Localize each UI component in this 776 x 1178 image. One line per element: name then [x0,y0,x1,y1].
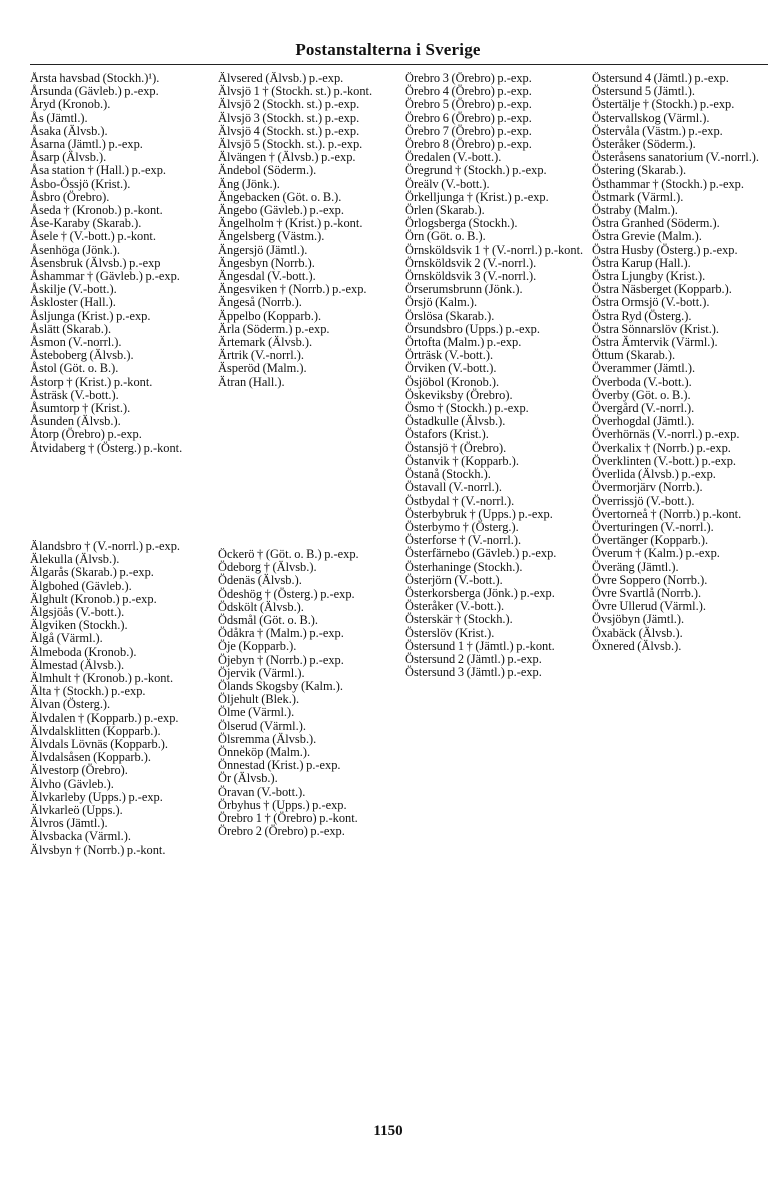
list-item: Överäng (Jämtl.). [592,559,679,574]
list-item: Älmhult † (Kronob.) p.-kont. [30,671,174,686]
list-item: Öregrund † (Stockh.) p.-exp. [405,163,547,178]
list-item: Åtvidaberg † (Österg.) p.-kont. [30,440,183,455]
list-item: Årsunda (Gävleb.) p.-exp. [30,84,159,99]
list-item: Örtofta (Malm.) p.-exp. [405,335,522,350]
list-item: Älvkarleby (Upps.) p.-exp. [30,789,163,804]
list-item: Österåsens sanatorium (V.-norrl.). [592,150,760,165]
list-item: Övermorjärv (Norrb.). [592,480,703,495]
list-item: Österbybruk † (Upps.) p.-exp. [405,506,553,521]
list-item: Östafors (Krist.). [405,427,489,442]
column-1-top [30,72,210,455]
column-4 [592,72,768,653]
list-item: Östra Näsberget (Kopparb.). [592,282,732,297]
list-item: Älvsjö 5 (Stockh. st.). p.-exp. [218,137,363,152]
list-item: Åsa station † (Hall.) p.-exp. [30,163,166,178]
list-item: Älmestad (Älvsb.). [30,657,125,672]
list-item: Övertorneå † (Norrb.) p.-kont. [592,506,742,521]
list-item: Åsljunga (Krist.) p.-exp. [30,308,151,323]
list-item: Ölserud (Värml.). [218,718,306,733]
list-item: Öjebyn † (Norrb.) p.-exp. [218,652,344,667]
list-item: Ödåkra † (Malm.) p.-exp. [218,626,344,641]
list-item: Ängersjö (Jämtl.). [218,242,308,257]
list-item: Älmeboda (Kronob.). [30,644,137,659]
list-item: Östraby (Malm.). [592,203,678,218]
list-item: Älvsered (Älvsb.) p.-exp. [218,72,344,85]
list-item: Åsteboberg (Älvsb.). [30,348,134,363]
list-item: Öckerö † (Göt. o. B.) p.-exp. [218,548,359,561]
list-item: Åskilje (V.-bott.). [30,282,117,297]
list-item: Ås (Jämtl.). [30,110,88,125]
list-item: Åsaka (Älvsb.). [30,123,108,138]
list-item: Älekulla (Älvsb.). [30,552,120,567]
list-item: Öxabäck (Älvsb.). [592,625,683,640]
list-item: Öxnered (Älvsb.). [592,638,682,653]
list-item: Östersund 5 (Jämtl.). [592,84,695,99]
list-item: Älvsjö 3 (Stockh. st.) p.-exp. [218,110,360,125]
list-item: Åsunden (Älvsb.). [30,414,121,429]
list-item: Ängebo (Gävleb.) p.-exp. [218,203,344,218]
list-item: Östra Karup (Hall.). [592,255,691,270]
list-item: Älghult (Kronob.) p.-exp. [30,591,157,606]
column-2-top [218,72,396,389]
list-item: Öreälv (V.-bott.). [405,176,490,191]
list-item: Älvdalen † (Kopparb.) p.-exp. [30,710,179,725]
list-item: Örnsköldsvik 2 (V.-norrl.). [405,255,537,270]
list-item: Ändebol (Söderm.). [218,163,317,178]
list-item: Överammer (Jämtl.). [592,361,696,376]
list-item: Överrissjö (V.-bott.). [592,493,695,508]
list-item: Åsarp (Älvsb.). [30,150,107,165]
list-item: Åse-Karaby (Skarab.). [30,216,142,231]
list-item: Örnsköldsvik 1 † (V.-norrl.) p.-kont. [405,242,584,257]
list-item: Österjörn (V.-bott.). [405,572,503,587]
list-item: Älvsjö 2 (Stockh. st.) p.-exp. [218,97,360,112]
list-item: Övsjöbyn (Jämtl.). [592,612,685,627]
list-item: Österfärnebo (Gävleb.) p.-exp. [405,546,557,561]
list-item: Örträsk (V.-bott.). [405,348,494,363]
list-item: Älvestorp (Örebro). [30,763,128,778]
list-item: Övergård (V.-norrl.). [592,401,695,416]
list-item: Åseda † (Kronob.) p.-kont. [30,203,163,218]
list-item: Ödeborg † (Älvsb.). [218,560,317,575]
list-item: Örlen (Skarab.). [405,203,485,218]
list-item: Österslöv (Krist.). [405,625,495,640]
list-item: Åstol (Göt. o. B.). [30,361,119,376]
list-item: Östervallskog (Värml.). [592,110,710,125]
list-item: Ätran (Hall.). [218,374,285,389]
list-item: Överturingen (V.-norrl.). [592,519,714,534]
list-item: Övertänger (Kopparb.). [592,533,709,548]
list-item: Önnestad (Krist.) p.-exp. [218,758,341,773]
list-item: Örsundsbro (Upps.) p.-exp. [405,321,540,336]
list-item: Ängesviken † (Norrb.) p.-exp. [218,282,367,297]
list-item: Örebro 6 (Örebro) p.-exp. [405,110,532,125]
column-3 [405,72,585,679]
list-item: Östra Granhed (Söderm.). [592,216,720,231]
list-item: Älvan (Österg.). [30,697,111,712]
list-item: Älvho (Gävleb.). [30,776,114,791]
list-item: Ängelholm † (Krist.) p.-kont. [218,216,363,231]
list-item: Överboda (V.-bott.). [592,374,692,389]
list-item: Åsensbruk (Älvsb.) p.-exp [30,255,161,270]
list-item: Åstorp † (Krist.) p.-kont. [30,374,153,389]
list-item: Ösmo † (Stockh.) p.-exp. [405,401,529,416]
list-item: Östanvik † (Kopparb.). [405,453,519,468]
list-item: Östbydal † (V.-norrl.). [405,493,515,508]
list-item: Örserumsbrunn (Jönk.). [405,282,523,297]
list-item: Ödenäs (Älvsb.). [218,573,302,588]
list-item: Öjervik (Värml.). [218,665,305,680]
list-item: Österforse † (V.-norrl.). [405,533,522,548]
list-item: Örviken (V.-bott.). [405,361,497,376]
list-item: Åsbo-Össjö (Krist.). [30,176,131,191]
list-item: Ödeshög † (Österg.) p.-exp. [218,586,355,601]
list-item: Älvsjö 4 (Stockh. st.) p.-exp. [218,123,360,138]
list-item: Östhammar † (Stockh.) p.-exp. [592,176,744,191]
list-item: Åtorp (Örebro) p.-exp. [30,427,142,442]
list-item: Östavall (V.-norrl.). [405,480,502,495]
list-item: Öje (Kopparb.). [218,639,297,654]
list-item: Österkorsberga (Jönk.) p.-exp. [405,585,555,600]
list-item: Älvdals Lövnäs (Kopparb.). [30,737,169,752]
list-item: Örbyhus † (Upps.) p.-exp. [218,797,347,812]
list-item: Örebro 7 (Örebro) p.-exp. [405,123,532,138]
list-item: Överhörnäs (V.-norrl.) p.-exp. [592,427,740,442]
list-item: Älvros (Jämtl.). [30,816,108,831]
list-item: Årsta havsbad (Stockh.)¹). [30,72,160,85]
list-item: Ör (Älvsb.). [218,771,278,786]
list-item: Östra Ljungby (Krist.). [592,269,706,284]
list-item: Ölands Skogsby (Kalm.). [218,679,343,694]
list-item: Östra Grevie (Malm.). [592,229,702,244]
list-item: Överum † (Kalm.) p.-exp. [592,546,720,561]
list-item: Österåker (V.-bott.). [405,599,505,614]
list-item: Åsumtorp † (Krist.). [30,401,131,416]
list-item: Åsele † (V.-bott.) p.-kont. [30,229,156,244]
list-item: Östra Ormsjö (V.-bott.). [592,295,710,310]
list-item: Överlida (Älvsb.) p.-exp. [592,467,716,482]
list-item: Öttum (Skarab.). [592,348,676,363]
list-item: Österåker (Söderm.). [592,137,696,152]
list-item: Östersund 1 † (Jämtl.) p.-kont. [405,638,555,653]
list-item: Ängebacken (Göt. o. B.). [218,189,342,204]
column-1-bottom [30,540,210,857]
list-item: Örebro 2 (Örebro) p.-exp. [218,824,345,839]
list-item: Ärla (Söderm.) p.-exp. [218,321,330,336]
list-item: Åsenhöga (Jönk.). [30,242,121,257]
list-item: Ängesbyn (Norrb.). [218,255,315,270]
list-item: Övre Ullerud (Värml.). [592,599,706,614]
list-item: Åsmon (V.-norrl.). [30,335,122,350]
list-item: Östanå (Stockh.). [405,467,491,482]
list-item: Äppelbo (Kopparb.). [218,308,322,323]
list-item: Öskeviksby (Örebro). [405,387,513,402]
list-item: Ösjöbol (Kronob.). [405,374,500,389]
list-item: Östersund 4 (Jämtl.) p.-exp. [592,72,729,85]
list-item: Åshammar † (Gävleb.) p.-exp. [30,269,180,284]
list-item: Älvdalsåsen (Kopparb.). [30,750,151,765]
list-item: Östra Ryd (Österg.). [592,308,692,323]
list-item: Östra Ämtervik (Värml.). [592,335,718,350]
list-item: Älta † (Stockh.) p.-exp. [30,684,146,699]
list-item: Övre Svartlå (Norrb.). [592,585,702,600]
list-item: Älvsjö 1 † (Stockh. st.) p.-kont. [218,84,373,99]
list-item: Älvkarleö (Upps.). [30,803,123,818]
list-item: Älvsbyn † (Norrb.) p.-kont. [30,842,166,857]
list-item: Övre Soppero (Norrb.). [592,572,708,587]
list-item: Ängeså (Norrb.). [218,295,302,310]
list-item: Österskär † (Stockh.). [405,612,513,627]
list-item: Åsarna (Jämtl.) p.-exp. [30,137,143,152]
list-item: Ärtemark (Älvsb.). [218,335,313,350]
list-item: Älvängen † (Älvsb.) p.-exp. [218,150,356,165]
list-item: Överklinten (V.-bott.) p.-exp. [592,453,736,468]
list-item: Ängelsberg (Västm.). [218,229,325,244]
column-2-bottom [218,548,396,838]
list-item: Östra Sönnarslöv (Krist.). [592,321,720,336]
list-item: Örslösa (Skarab.). [405,308,495,323]
list-item: Österbymo † (Österg.). [405,519,519,534]
list-item: Örnsköldsvik 3 (V.-norrl.). [405,269,537,284]
list-item: Älandsbro † (V.-norrl.) p.-exp. [30,540,181,553]
list-item: Äng (Jönk.). [218,176,280,191]
list-item: Älgå (Värml.). [30,631,103,646]
list-item: Örebro 1 † (Örebro) p.-kont. [218,811,358,826]
list-item: Örn (Göt. o. B.). [405,229,486,244]
list-item: Älgbohed (Gävleb.). [30,578,132,593]
list-item: Östervåla (Västm.) p.-exp. [592,123,723,138]
list-item: Överhogdal (Jämtl.). [592,414,695,429]
list-item: Ölme (Värml.). [218,705,295,720]
list-item: Örebro 3 (Örebro) p.-exp. [405,72,532,85]
list-item: Överkalix † (Norrb.) p.-exp. [592,440,731,455]
list-item: Önneköp (Malm.). [218,745,311,760]
list-item: Äsperöd (Malm.). [218,361,307,376]
list-item: Östadkulle (Älvsb.). [405,414,506,429]
list-item: Östering (Skarab.). [592,163,687,178]
list-item: Ängesdal (V.-bott.). [218,269,316,284]
list-item: Örebro 5 (Örebro) p.-exp. [405,97,532,112]
list-item: Öljehult (Blek.). [218,692,300,707]
list-item: Ölsremma (Älvsb.). [218,731,317,746]
list-item: Örebro 4 (Örebro) p.-exp. [405,84,532,99]
list-item: Ödskölt (Älvsb.). [218,599,304,614]
list-item: Öravan (V.-bott.). [218,784,306,799]
list-item: Älgsjöås (V.-bott.). [30,605,125,620]
list-item: Överby (Göt. o. B.). [592,387,691,402]
list-item: Älgarås (Skarab.) p.-exp. [30,565,154,580]
list-item: Östertälje † (Stockh.) p.-exp. [592,97,735,112]
list-item: Östersund 2 (Jämtl.) p.-exp. [405,651,542,666]
list-item: Östmark (Värml.). [592,189,684,204]
list-item: Östra Husby (Österg.) p.-exp. [592,242,738,257]
list-item: Ärtrik (V.-norrl.). [218,348,304,363]
list-item: Östansjö † (Örebro). [405,440,507,455]
page-title: Postanstalterna i Sverige [295,40,481,59]
list-item: Älvsbacka (Värml.). [30,829,131,844]
list-item: Åskloster (Hall.). [30,295,116,310]
list-item: Åsträsk (V.-bott.). [30,387,119,402]
list-item: Öredalen (V.-bott.). [405,150,502,165]
list-item: Åslätt (Skarab.). [30,321,112,336]
list-item: Åsbro (Örebro). [30,189,110,204]
list-item: Österhaninge (Stockh.). [405,559,523,574]
list-item: Älvdalsklitten (Kopparb.). [30,723,161,738]
list-item: Älgviken (Stockh.). [30,618,128,633]
list-item: Örebro 8 (Örebro) p.-exp. [405,137,532,152]
page-number: 1150 [373,1123,403,1139]
list-item: Ödsmål (Göt. o. B.). [218,613,319,628]
title-rule [30,64,768,65]
list-item: Åryd (Kronob.). [30,97,111,112]
list-item: Östersund 3 (Jämtl.) p.-exp. [405,665,542,680]
list-item: Örlogsberga (Stockh.). [405,216,518,231]
list-item: Örsjö (Kalm.). [405,295,478,310]
list-item: Örkelljunga † (Krist.) p.-exp. [405,189,549,204]
